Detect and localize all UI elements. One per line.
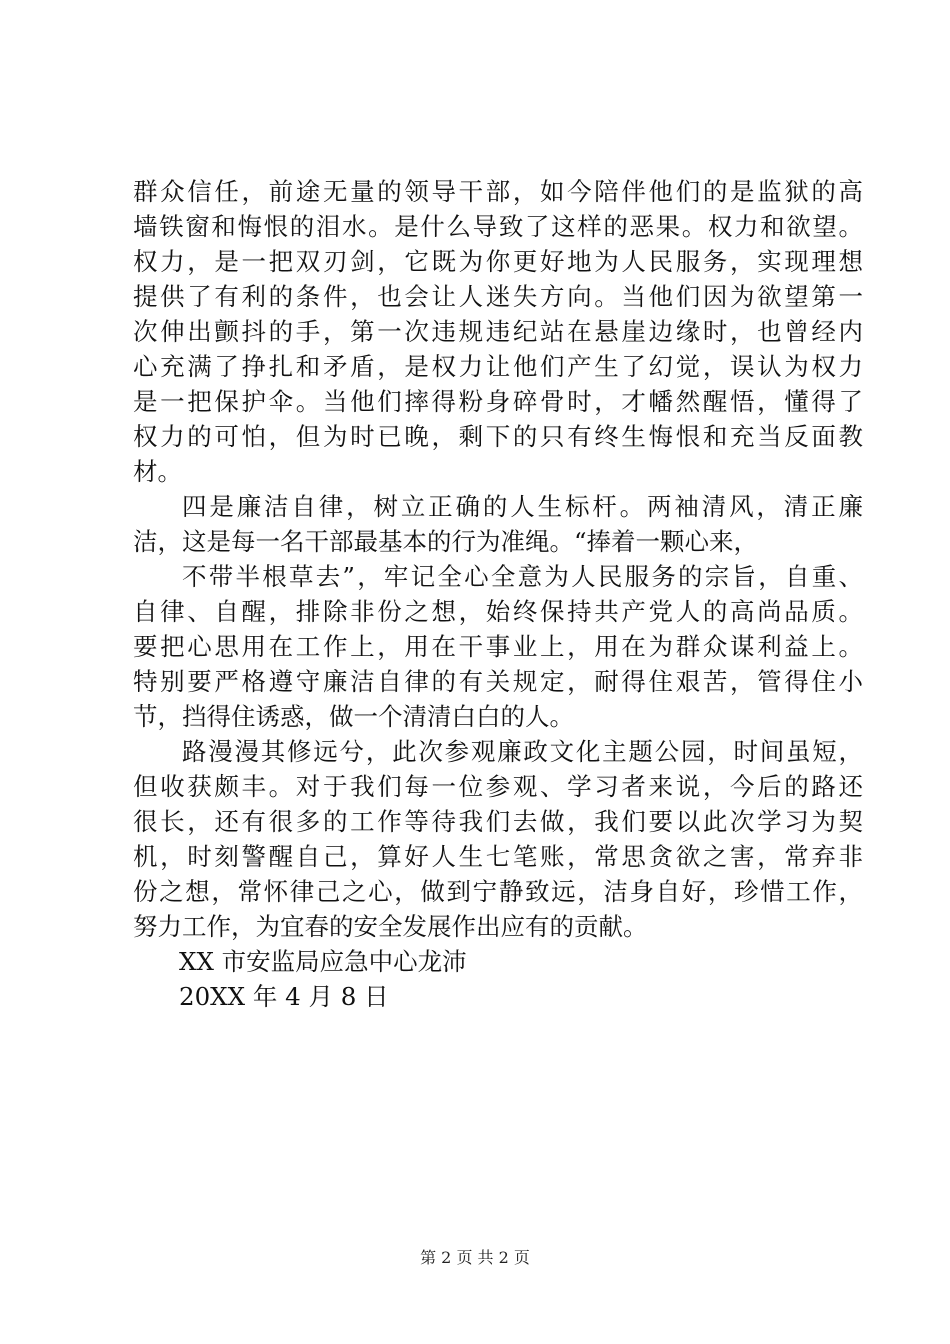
text-line: 路漫漫其修远兮，此次参观廉政文化主题公园，时间虽短， [182,737,863,766]
signature-date: 20XX 年 4 月 8 日 [179,982,389,1011]
text-line: 很长，还有很多的工作等待我们去做，我们要以此次学习为契 [133,807,863,836]
text-line: 份之想，常怀律己之心，做到宁静致远，洁身自好，珍惜工作， [133,877,863,906]
text-line: 不带半根草去”，牢记全心全意为人民服务的宗旨，自重、 [182,562,863,591]
text-line: 要把心思用在工作上，用在干事业上，用在为群众谋利益上。 [133,632,863,661]
document-body [133,174,863,1014]
text-line: 材。 [133,457,182,486]
text-line: 努力工作，为宜春的安全发展作出应有的贡献。 [133,912,648,941]
text-line: 心充满了挣扎和矛盾，是权力让他们产生了幻觉，误认为权力 [133,352,863,381]
text-line: 权力，是一把双刃剑，它既为你更好地为人民服务，实现理想 [133,247,863,276]
text-line: 群众信任，前途无量的领导干部，如今陪伴他们的是监狱的高 [133,177,863,206]
paragraph-4 [133,734,863,944]
page-number-footer: 第 2 页 共 2 页 [420,1248,530,1267]
text-line: 是一把保护伞。当他们摔得粉身碎骨时，才幡然醒悟，懂得了 [133,387,863,416]
text-line: 提供了有利的条件，也会让人迷失方向。当他们因为欲望第一 [133,282,863,311]
text-line: 洁，这是每一名干部最基本的行为准绳。“捧着一颗心来， [133,527,759,556]
signature-author: XX 市安监局应急中心龙沛 [179,947,467,976]
text-line: 自律、自醒，排除非份之想，始终保持共产党人的高尚品质。 [133,597,863,626]
signature-block [133,944,863,1014]
text-line: 机，时刻警醒自己，算好人生七笔账，常思贪欲之害，常弃非 [133,842,863,871]
text-line: 权力的可怕，但为时已晚，剩下的只有终生悔恨和充当反面教 [133,422,863,451]
text-line: 特别要严格遵守廉洁自律的有关规定，耐得住艰苦，管得住小 [133,667,863,696]
paragraph-2 [133,489,863,559]
paragraph-3 [133,559,863,734]
text-line: 四是廉洁自律，树立正确的人生标杆。两袖清风，清正廉 [182,492,863,521]
text-line: 但收获颇丰。对于我们每一位参观、学习者来说，今后的路还 [133,772,863,801]
text-line: 次伸出颤抖的手，第一次违规违纪站在悬崖边缘时，也曾经内 [133,317,863,346]
paragraph-1 [133,174,863,489]
text-line: 墙铁窗和悔恨的泪水。是什么导致了这样的恶果。权力和欲望。 [133,212,863,241]
text-line: 节，挡得住诱惑，做一个清清白白的人。 [133,702,574,731]
